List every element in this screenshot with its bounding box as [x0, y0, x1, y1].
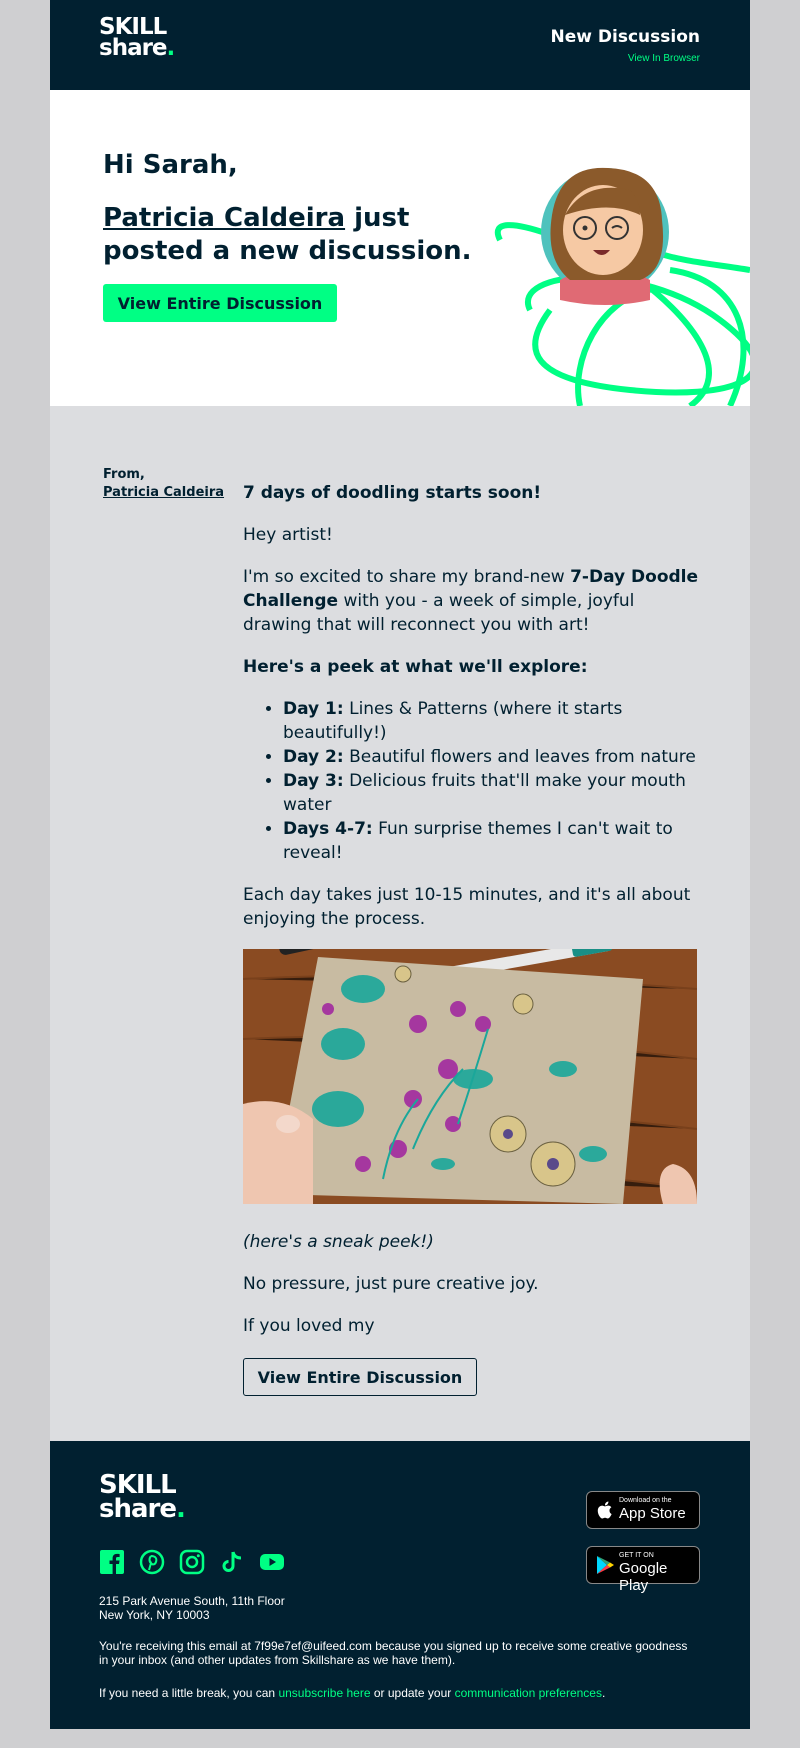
- company-address: [99, 1594, 285, 1622]
- day-label: Day 1:: [283, 699, 344, 719]
- youtube-icon[interactable]: [259, 1549, 285, 1575]
- no-pressure-text: No pressure, just pure creative joy.: [243, 1274, 539, 1294]
- unsubscribe-link[interactable]: unsubscribe here: [278, 1686, 371, 1700]
- google-play-icon: [595, 1555, 615, 1575]
- intro-text-after: with you - a week of simple, joyful drawing that will reconnect you with art!: [243, 591, 635, 635]
- days-list: [243, 697, 703, 865]
- day-label: Days 4-7:: [283, 819, 373, 839]
- intro-bold: 7-Day Doodle Challenge: [243, 567, 699, 611]
- instagram-icon[interactable]: [179, 1549, 205, 1575]
- facebook-icon[interactable]: [99, 1549, 125, 1575]
- from-label: From,: [103, 467, 145, 482]
- loved-text: If you loved my: [243, 1316, 375, 1336]
- list-item: [283, 745, 703, 769]
- from-author-link[interactable]: Patricia Caldeira: [103, 485, 225, 500]
- unsubscribe-line: [99, 1686, 699, 1700]
- view-discussion-button-secondary[interactable]: View Entire Discussion: [243, 1358, 477, 1396]
- logo-text-top: SKILL: [99, 14, 167, 40]
- list-item: [283, 817, 703, 865]
- view-discussion-button[interactable]: View Entire Discussion: [103, 284, 337, 322]
- day-label: Day 3:: [283, 771, 344, 791]
- skillshare-logo[interactable]: [99, 14, 175, 61]
- app-store-badge[interactable]: [586, 1491, 700, 1529]
- explore-heading-text: Here's a peek at what we'll explore:: [243, 657, 588, 677]
- google-play-badge[interactable]: [586, 1546, 700, 1594]
- email-footer: [50, 1441, 750, 1729]
- greeting: Hi Sarah,: [103, 150, 238, 180]
- discussion-content: [50, 406, 750, 1441]
- logo-text-bottom: share: [99, 35, 167, 61]
- post-title: 7 days of doodling starts soon!: [243, 483, 542, 503]
- post-greeting: Hey artist!: [243, 525, 333, 545]
- avatar[interactable]: [541, 168, 669, 305]
- app-store-small-text: Download on the: [619, 1497, 672, 1504]
- photo-caption: (here's a sneak peek!): [243, 1232, 434, 1252]
- from-block: [103, 466, 224, 502]
- explore-heading: [243, 655, 703, 679]
- hero-section: [50, 90, 750, 406]
- unsub-text-middle: or update your: [370, 1686, 455, 1700]
- list-item: [283, 697, 703, 745]
- apple-icon: [595, 1500, 613, 1520]
- tiktok-icon[interactable]: [219, 1549, 245, 1575]
- pinterest-icon[interactable]: [139, 1549, 165, 1575]
- view-in-browser-link[interactable]: View In Browser: [627, 53, 700, 64]
- day-text: Fun surprise themes I can't wait to reveal!: [283, 819, 673, 863]
- intro-text: I'm so excited to share my brand-new: [243, 567, 571, 587]
- duration-text: Each day takes just 10-15 minutes, and it's all about enjoying the process.: [243, 885, 691, 929]
- hero-illustration: [490, 160, 750, 406]
- email-wrapper: [50, 0, 750, 1729]
- day-text: Beautiful flowers and leaves from nature: [343, 747, 696, 767]
- unsub-text: If you need a little break, you can: [99, 1686, 279, 1700]
- footer-skillshare-logo[interactable]: [99, 1470, 185, 1524]
- list-item: [283, 769, 703, 817]
- google-play-small-text: GET IT ON: [619, 1552, 654, 1559]
- app-store-label: App Store: [619, 1505, 686, 1522]
- social-links: [99, 1549, 285, 1575]
- unsub-text-end: .: [601, 1686, 606, 1700]
- header-title: New Discussion: [550, 27, 700, 47]
- headline: [103, 202, 503, 268]
- google-play-label: Google Play: [619, 1560, 668, 1594]
- communication-preferences-link[interactable]: communication preferences: [454, 1686, 602, 1700]
- doodle-photo: [243, 949, 697, 1204]
- day-text: Lines & Patterns (where it starts beautifully!): [283, 699, 623, 743]
- post-intro: [243, 565, 703, 637]
- author-link[interactable]: Patricia Caldeira: [103, 203, 346, 233]
- subscription-notice: You're receiving this email at 7f99e7ef@uifeed.com because you signed up to receive some creative goodness in your inbox (and other updates from Skillshare as we have them).: [99, 1639, 688, 1667]
- footer-logo-dot: .: [176, 1494, 185, 1524]
- day-label: Day 2:: [283, 747, 344, 767]
- address-line-1: 215 Park Avenue South, 11th Floor: [99, 1594, 285, 1608]
- address-line-2: New York, NY 10003: [99, 1608, 210, 1622]
- post-body: [243, 481, 703, 1396]
- headline-rest: just posted a new discussion.: [103, 203, 472, 266]
- footer-logo-text-bottom: share: [99, 1494, 176, 1524]
- logo-dot: .: [166, 35, 175, 61]
- email-header: [50, 0, 750, 90]
- footer-logo-text-top: SKILL: [99, 1470, 176, 1500]
- day-text: Delicious fruits that'll make your mouth water: [283, 771, 686, 815]
